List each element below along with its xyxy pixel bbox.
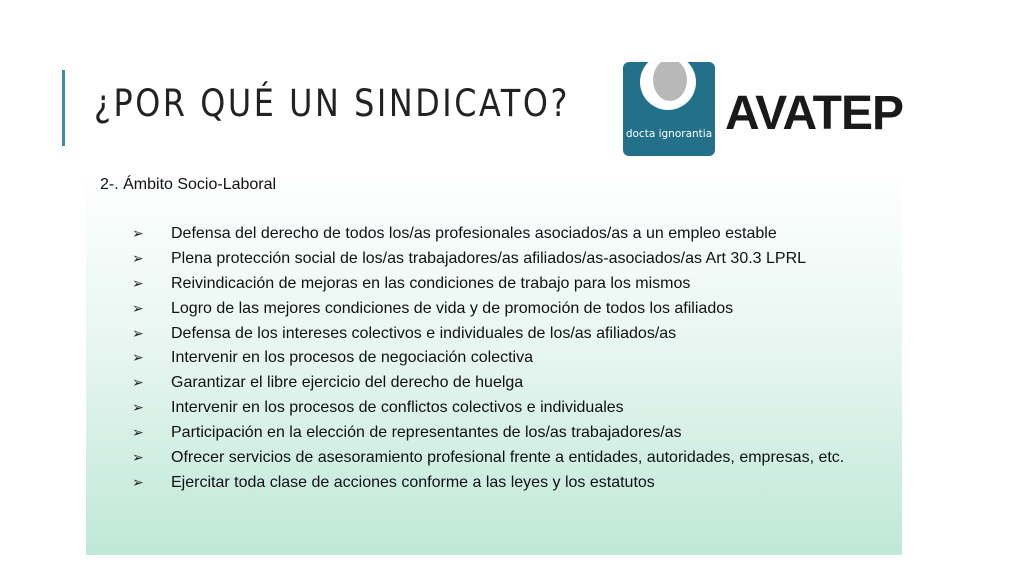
- arrow-bullet-icon: ➢: [132, 375, 144, 392]
- slide-title: ¿POR QUÉ UN SINDICATO?: [94, 82, 571, 125]
- arrow-bullet-icon: ➢: [132, 425, 144, 442]
- bullet-text: Reivindicación de mejoras en las condiciones de trabajo para los mismos: [171, 274, 691, 292]
- bullet-text: Garantizar el libre ejercicio del derecho de huelga: [171, 374, 524, 392]
- bullet-item: [132, 322, 844, 347]
- arrow-bullet-icon: ➢: [132, 275, 144, 292]
- bullet-item: [132, 247, 844, 272]
- arrow-bullet-icon: ➢: [132, 226, 144, 242]
- bullet-text: Ejercitar toda clase de acciones conforme a las leyes y los estatutos: [171, 473, 655, 491]
- bullet-text: Logro de las mejores condiciones de vida y de promoción de todos los afiliados: [171, 299, 734, 317]
- content-panel: [86, 170, 902, 555]
- bullet-text: Defensa de los intereses colectivos e individuales de los/as afiliados/as: [171, 324, 677, 342]
- logo-wordmark: AVATEP: [725, 87, 904, 140]
- bullet-item: [132, 396, 844, 421]
- title-accent-bar: [62, 70, 65, 146]
- bullet-item: [132, 446, 844, 471]
- section-heading: 2-. Ámbito Socio-Laboral: [100, 176, 277, 193]
- bullet-item: [132, 272, 844, 297]
- arrow-bullet-icon: ➢: [132, 400, 144, 417]
- arrow-bullet-icon: ➢: [132, 350, 144, 367]
- logo-tagline: docta ignorantia: [625, 128, 713, 140]
- bullet-item: [132, 421, 844, 446]
- logo-mark: [623, 62, 715, 156]
- bullet-text: Defensa del derecho de todos los/as profesionales asociados/as a un empleo estable: [171, 225, 777, 242]
- bullet-item: [132, 471, 844, 496]
- bullet-text: Ofrecer servicios de asesoramiento profesional frente a entidades, autoridades, empresas, etc.: [171, 449, 845, 467]
- bullet-text: Intervenir en los procesos de negociación colectiva: [171, 349, 533, 367]
- bullet-item: [132, 346, 844, 371]
- avatep-logo: [623, 62, 908, 158]
- bullet-text: Plena protección social de los/as trabajadores/as afiliados/as-asociados/as Art 30.3 LPRL: [171, 249, 807, 267]
- bullet-item: [132, 297, 844, 322]
- bullet-item: [132, 222, 844, 247]
- arrow-bullet-icon: ➢: [132, 474, 144, 491]
- arrow-bullet-icon: ➢: [132, 450, 144, 467]
- arrow-bullet-icon: ➢: [132, 325, 144, 342]
- bullet-item: [132, 371, 844, 396]
- bullet-text: Participación en la elección de representantes de los/as trabajadores/as: [171, 424, 682, 442]
- arrow-bullet-icon: ➢: [132, 300, 144, 317]
- bullet-list: [132, 222, 844, 496]
- arrow-bullet-icon: ➢: [132, 250, 144, 267]
- bullet-text: Intervenir en los procesos de conflictos colectivos e individuales: [171, 399, 624, 417]
